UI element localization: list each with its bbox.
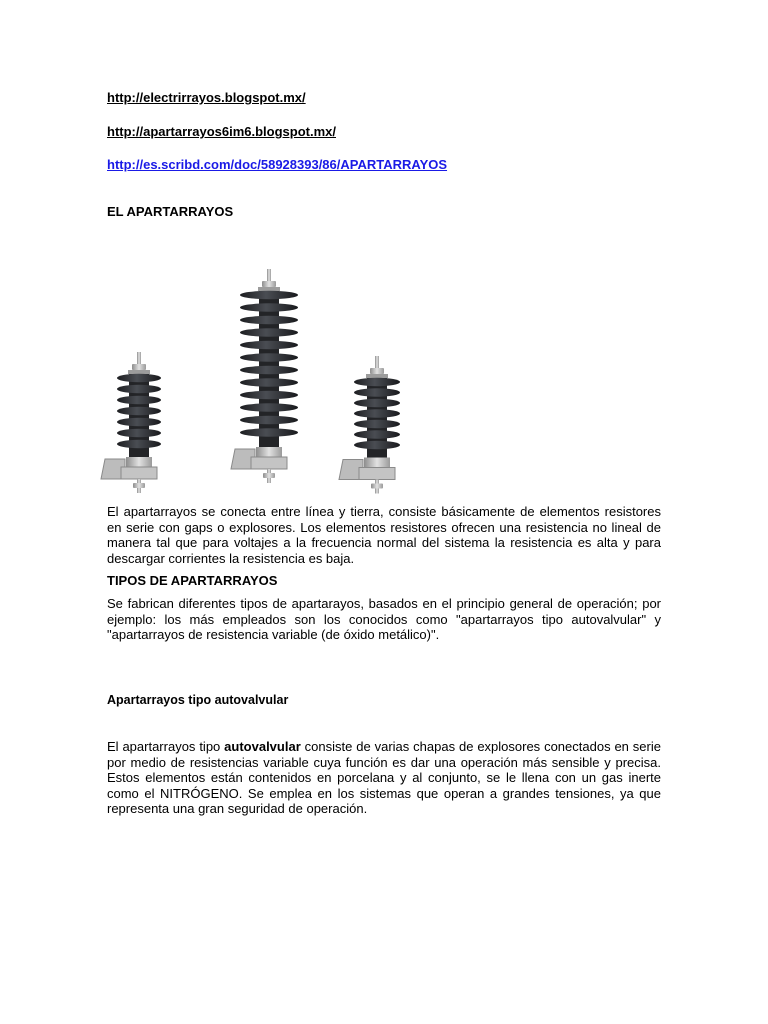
section-title-tipos: TIPOS DE APARTARRAYOS xyxy=(107,573,278,588)
section-title-apartarrayos: EL APARTARRAYOS xyxy=(107,204,234,219)
section-title-autovalvular: Apartarrayos tipo autovalvular xyxy=(107,693,289,707)
paragraph-autovalvular xyxy=(107,739,661,817)
arrester-shed-large-center xyxy=(240,403,298,411)
arrester-shed-large-center xyxy=(240,366,298,374)
para-text-end: consiste de varias chapas de explosores conectados en serie por medio de resistencias variable cuya función es dar una operación más sensible y precisa. Estos elementos están contenidos en porcelana y al conjunto, se le llena con un gas inerte como el NITRÓGENO. Se emplea en los sistemas que operan a grandes tensiones, ya que representa una gran seguridad de operación. xyxy=(107,739,661,816)
link-apartarrayos-blog[interactable]: http://apartarrayos6im6.blogspot.mx/ xyxy=(107,124,336,139)
arrester-shed-small-left xyxy=(117,374,161,382)
para-bold-term: autovalvular xyxy=(224,739,301,754)
arrester-shed-large-center xyxy=(240,428,298,436)
arrester-shed-small-left xyxy=(117,385,161,393)
link-scribd[interactable]: http://es.scribd.com/doc/58928393/86/APARTARRAYOS xyxy=(107,157,448,172)
arrester-mount-large-center xyxy=(251,457,287,469)
arrester-mount-small-right xyxy=(359,468,395,480)
link-electrirrayos[interactable]: http://electrirrayos.blogspot.mx/ xyxy=(107,90,306,105)
arrester-shed-small-right xyxy=(354,388,400,396)
arrester-bottom-nut-small-left xyxy=(133,483,145,488)
arrester-cap-small-right xyxy=(366,374,388,378)
arrester-shed-small-left xyxy=(117,440,161,448)
arrester-shed-small-right xyxy=(354,430,400,438)
surge-arrester-image xyxy=(97,264,437,500)
arrester-mount-small-left xyxy=(121,467,157,479)
arrester-shed-small-right xyxy=(354,420,400,428)
arrester-base-small-right xyxy=(364,458,390,468)
arrester-shed-small-right xyxy=(354,441,400,449)
arrester-shed-small-right xyxy=(354,378,400,386)
arrester-base-small-left xyxy=(126,457,152,467)
arrester-shed-small-right xyxy=(354,409,400,417)
arrester-shed-large-center xyxy=(240,316,298,324)
arrester-shed-small-left xyxy=(117,396,161,404)
paragraph-tipos: Se fabrican diferentes tipos de apartarayos, basados en el principio general de operación; por ejemplo: los más empleados son los conocidos como "apartarrayos tipo autovalvular" y "apartarrayos de resistencia variable (de óxido metálico)". xyxy=(107,596,661,642)
arrester-bottom-nut-large-center xyxy=(263,473,275,478)
arrester-nut-small-left xyxy=(132,364,146,370)
arrester-shed-large-center xyxy=(240,416,298,424)
arrester-shed-small-left xyxy=(117,429,161,437)
arrester-cap-small-left xyxy=(128,370,150,374)
para-text-start: El apartarrayos tipo xyxy=(107,739,225,754)
arrester-shed-large-center xyxy=(240,291,298,299)
arrester-shed-large-center xyxy=(240,353,298,361)
arrester-nut-large-center xyxy=(262,281,276,287)
arrester-shed-large-center xyxy=(240,378,298,386)
arrester-shed-small-left xyxy=(117,407,161,415)
arrester-base-large-center xyxy=(256,447,282,457)
arrester-shed-large-center xyxy=(240,328,298,336)
arrester-shed-large-center xyxy=(240,341,298,349)
arrester-nut-small-right xyxy=(370,368,384,374)
arrester-shed-small-right xyxy=(354,399,400,407)
arrester-shed-large-center xyxy=(240,391,298,399)
arrester-bottom-nut-small-right xyxy=(371,484,383,489)
paragraph-description: El apartarrayos se conecta entre línea y tierra, consiste básicamente de elementos resistores en serie con gaps o explosores. Los elementos resistores ofrecen una resistencia no lineal de manera tal que para voltajes a la frecuencia normal del sistema la resistencia es alta y para descargar corrientes la resistencia es baja. xyxy=(107,504,661,566)
arrester-shed-small-left xyxy=(117,418,161,426)
arrester-shed-large-center xyxy=(240,303,298,311)
arrester-cap-large-center xyxy=(258,287,280,291)
